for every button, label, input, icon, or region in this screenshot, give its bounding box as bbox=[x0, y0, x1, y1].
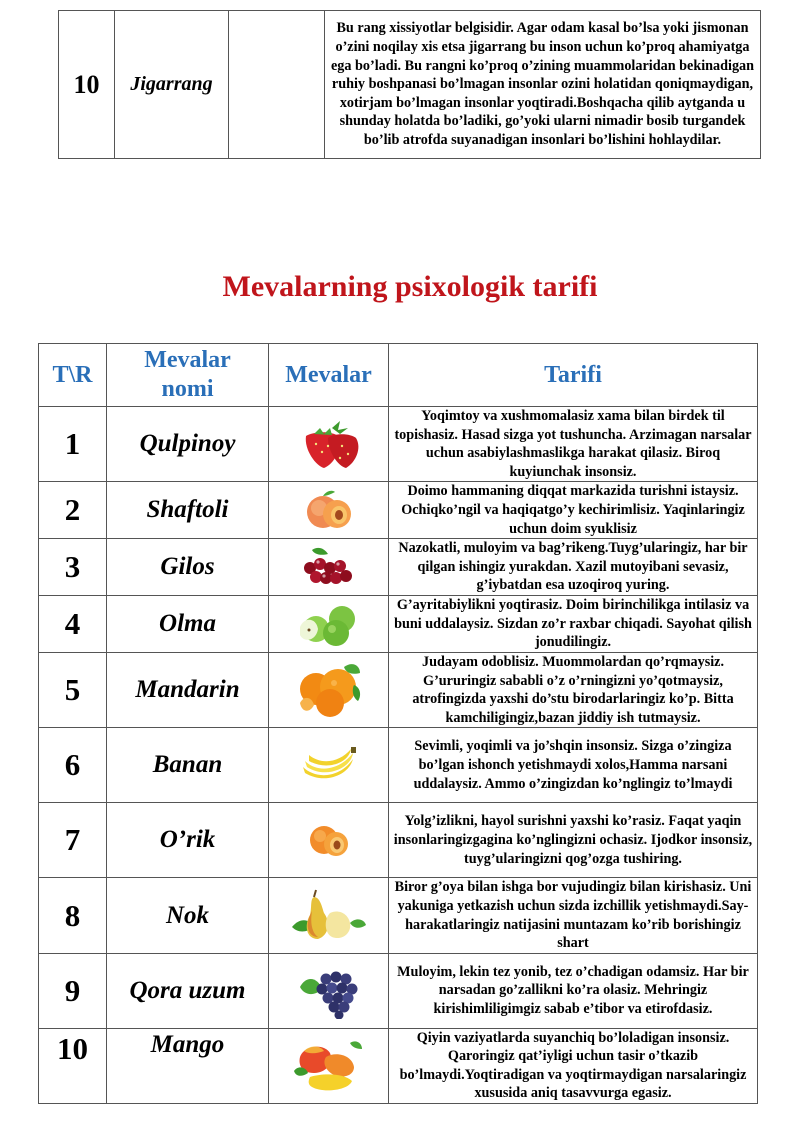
fruit-description: Sevimli, yoqimli va jo’shqin insonsiz. Sizga o’zingiza bo’lgan ishonch yetishmaydi xolos,Hamma narsani uddalaysiz. Ammo o’zingizdan ko’nglingiz to’lmaydi bbox=[389, 728, 758, 803]
empty-cell bbox=[229, 11, 325, 159]
page-title: Mevalarning psixologik tarifi bbox=[222, 270, 598, 303]
table-header-row bbox=[39, 344, 758, 407]
table-row bbox=[39, 407, 758, 482]
row-number: 10 bbox=[59, 11, 115, 159]
table-row bbox=[39, 482, 758, 539]
fruit-name: Olma bbox=[107, 596, 269, 653]
fruit-description: Judayam odoblisiz. Muommolardan qo’rqmaysiz. G’ururingiz sababli o’z o’rningizni yo’qotmaysiz, atrofingizda yaxshi do’stu birodarlaringiz ko’p. Bitta kamchiligingiz,bazan jiddiy ish tutmaysiz. bbox=[389, 652, 758, 727]
table-row bbox=[39, 953, 758, 1028]
fruit-name: Shaftoli bbox=[107, 482, 269, 539]
fruit-name: Mango bbox=[107, 1028, 269, 1103]
row-number: 6 bbox=[39, 728, 107, 803]
header-fruit-image: Mevalar bbox=[269, 344, 389, 407]
fruit-name: Banan bbox=[107, 728, 269, 803]
table-row bbox=[39, 539, 758, 596]
apple-icon bbox=[294, 599, 364, 649]
fruit-description: Yoqimtoy va xushmomalasiz xama bilan birdek til topishasiz. Hasad sizga yot tushuncha. Arzimagan narsalar uchun asabiylashmaslikga harakat qilasiz. Biroq kuyiunchak insonsiz. bbox=[389, 407, 758, 482]
fruit-name: Mandarin bbox=[107, 652, 269, 727]
banana-icon bbox=[299, 745, 359, 785]
color-description: Bu rang xissiyotlar belgisidir. Agar odam kasal bo’lsa yoki jismonan o’zini noqilay xis etsa jigarrang bu inson uchun ko’proq ahamiyatga ega bo’ladi. Bu rangni ko’proq o’zining muammolaridan bekinadigan ruhiy boshpanasi bo’lmagan insonlar ozini holatidan qoniqmaydigan, xotirjam bo’lmagan insonlar yoqtiradi.Boshqacha qilib aytganda u shunday holatda bo’ladiki, go’yoki ularni nimadir bosib turgandek bo’lib atrofda suyanadigan insonlari bo’lishini hohlaydilar. bbox=[325, 11, 761, 159]
fruit-image-cell bbox=[269, 482, 389, 539]
fruit-image-cell bbox=[269, 407, 389, 482]
row-number: 2 bbox=[39, 482, 107, 539]
table-row bbox=[59, 11, 761, 159]
fruit-description: Doimo hammaning diqqat markazida turishni istaysiz. Ochiqko’ngil va haqiqatgo’y kechirimlisiz. Yaqinlaringiz uchun doim syuklisiz bbox=[389, 482, 758, 539]
fruit-image-cell bbox=[269, 539, 389, 596]
peach-icon bbox=[299, 488, 359, 532]
row-number: 5 bbox=[39, 652, 107, 727]
fruit-name: Nok bbox=[107, 878, 269, 953]
header-number: T\R bbox=[39, 344, 107, 407]
strawberry-icon bbox=[294, 416, 364, 472]
color-name: Jigarrang bbox=[115, 11, 229, 159]
fruit-description: Nazokatli, muloyim va bag’rikeng.Tuyg’ularingiz, har bir qilgan ishingiz yurakdan. Xazil mutoyibani sevasiz, g’iybatdan esa uzoqiroq yuring. bbox=[389, 539, 758, 596]
fruit-description: Muloyim, lekin tez yonib, tez o’chadigan odamsiz. Har bir narsadan go’zallikni ko’ra olasiz. Mehringiz kirishimliligimgiz sabab e’tibor va etirofdasiz. bbox=[389, 953, 758, 1028]
grapes-icon bbox=[296, 963, 362, 1019]
fruit-image-cell bbox=[269, 728, 389, 803]
header-fruit-name-line2: nomi bbox=[161, 376, 214, 402]
fruit-description: Biror g’oya bilan ishga bor vujudingiz bilan kirishasiz. Uni yakuniga yetkazish uchun sizda izchillik yetishmaydi.Say- harakatlaringiz natijasini muntazam ko’rib borishingiz shart bbox=[389, 878, 758, 953]
table-row bbox=[39, 728, 758, 803]
row-number: 9 bbox=[39, 953, 107, 1028]
table-row bbox=[39, 1028, 758, 1103]
fruit-name: Gilos bbox=[107, 539, 269, 596]
fruit-image-cell bbox=[269, 1028, 389, 1103]
fruit-name: Qulpinoy bbox=[107, 407, 269, 482]
mandarin-icon bbox=[290, 659, 368, 721]
table-row bbox=[39, 878, 758, 953]
table-row bbox=[39, 596, 758, 653]
previous-color-table bbox=[58, 10, 761, 159]
cherry-icon bbox=[298, 544, 360, 590]
pear-icon bbox=[290, 887, 368, 945]
header-fruit-name bbox=[107, 344, 269, 407]
fruit-description: G’ayritabiylikni yoqtirasiz. Doim birinchilikga intilasiz va buni uddalaysiz. Sizdan zo’r raxbar chiqadi. Sayohat qilish jonudilingiz. bbox=[389, 596, 758, 653]
row-number: 10 bbox=[39, 1028, 107, 1103]
row-number: 1 bbox=[39, 407, 107, 482]
table-row bbox=[39, 652, 758, 727]
row-number: 8 bbox=[39, 878, 107, 953]
row-number: 4 bbox=[39, 596, 107, 653]
fruit-name: Qora uzum bbox=[107, 953, 269, 1028]
fruit-description: Yolg’izlikni, hayol surishni yaxshi ko’rasiz. Faqat yaqin insonlaringizgagina ko’nglingizni ochasiz. Ijodkor insonsiz, tuyg’ularingizni qog’ozga tushiring. bbox=[389, 803, 758, 878]
header-description: Tarifi bbox=[389, 344, 758, 407]
fruit-image-cell bbox=[269, 803, 389, 878]
mango-icon bbox=[290, 1035, 368, 1097]
row-number: 3 bbox=[39, 539, 107, 596]
fruit-name: O’rik bbox=[107, 803, 269, 878]
fruit-description: Qiyin vaziyatlarda suyanchiq bo’loladigan insonsiz. Qaroringiz qat’iyligi uchun tasir o’tkazib bo’lmaydi.Yoqtiradigan va yoqtirmaydigan narsalaringiz xususida aniq tasavvurga egasiz. bbox=[389, 1028, 758, 1103]
apricot-icon bbox=[304, 818, 354, 862]
fruit-image-cell bbox=[269, 596, 389, 653]
table-row bbox=[39, 803, 758, 878]
fruit-image-cell bbox=[269, 878, 389, 953]
header-fruit-name-line1: Mevalar bbox=[144, 347, 231, 373]
fruit-image-cell bbox=[269, 652, 389, 727]
fruit-table bbox=[38, 343, 758, 1104]
row-number: 7 bbox=[39, 803, 107, 878]
fruit-image-cell bbox=[269, 953, 389, 1028]
